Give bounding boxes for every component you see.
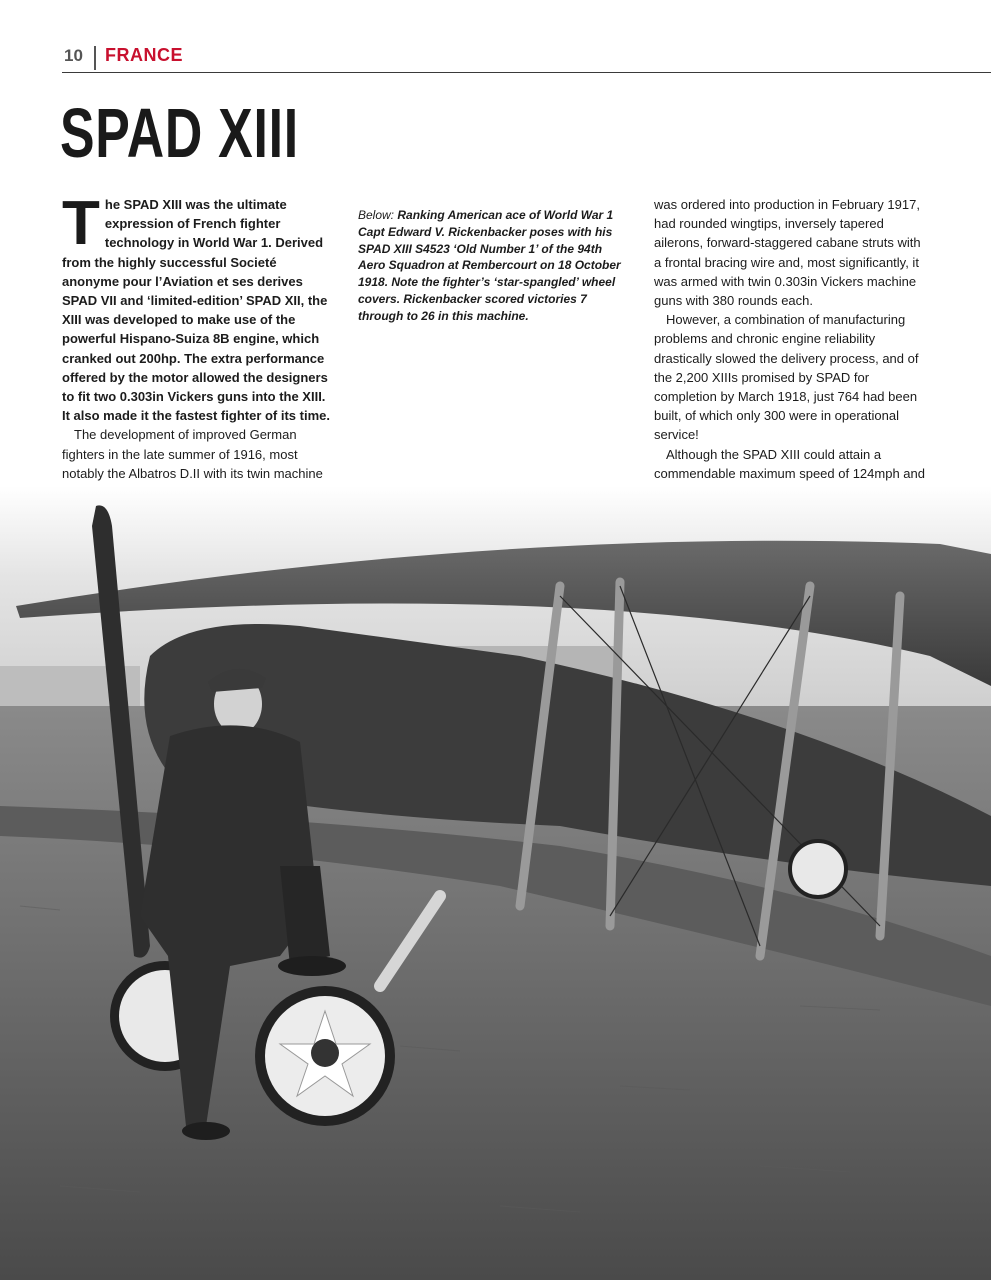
text-column-3 — [654, 195, 930, 502]
page-number: 10 — [64, 46, 83, 65]
article-title: SPAD XIII — [60, 94, 299, 172]
body-paragraph: However, a combination of manufacturing problems and chronic engine reliability drastically slowed the delivery process, and of the 2,200 XIIIs promised by SPAD for completion by March 1918, just 764 had been built, of which only 300 were in operational service! — [654, 312, 919, 443]
intro-paragraph — [62, 189, 334, 425]
body-paragraph: The development of improved German fighters in the late summer of 1916, most notably the Albatros D.II with its twin machine — [62, 427, 323, 481]
caption-lead: Below: — [358, 208, 395, 222]
section-name: FRANCE — [105, 45, 183, 65]
drop-cap: T — [62, 189, 100, 258]
photo-caption — [358, 207, 630, 325]
body-paragraph: Although the SPAD XIII could attain a commendable maximum speed of 124mph and — [654, 446, 925, 481]
text-column-2 — [358, 195, 630, 325]
page-header — [62, 44, 991, 73]
body-paragraph-continued: was ordered into production in February 1917, had rounded wingtips, inversely tapered ailerons, forward-staggered cabane struts with a frontal bracing wire and, most significantly, it was armed with twin 0.303in Vickers machine guns with 380 rounds each. — [654, 197, 921, 309]
caption-text: Ranking American ace of World War 1 Capt Edward V. Rickenbacker poses with his SPAD XIII S4523 ‘Old Number 1’ of the 94th Aero Squadron at Rembercourt on 18 October 1918. Note the fighter’s ‘star-spangled’ wheel covers. Rickenbacker scored victories 7 through to 26 in this machine. — [358, 208, 621, 323]
intro-text: he SPAD XIII was the ultimate expression of French fighter technology in World War 1. Derived from the highly successful Societé anonyme pour l’Aviation et ses derives SPAD VII and ‘limited-edition’ SPAD XII, the XIII was developed to make use of the powerful Hispano-Suiza 8B engine, which cranked out 200hp. The extra performance offered by the motor allowed the designers to fit two 0.303in Vickers guns into the XIII. It also made it the fastest fighter of its time. — [62, 197, 330, 424]
header-divider — [94, 46, 96, 70]
biplane-photo — [0, 486, 991, 1280]
